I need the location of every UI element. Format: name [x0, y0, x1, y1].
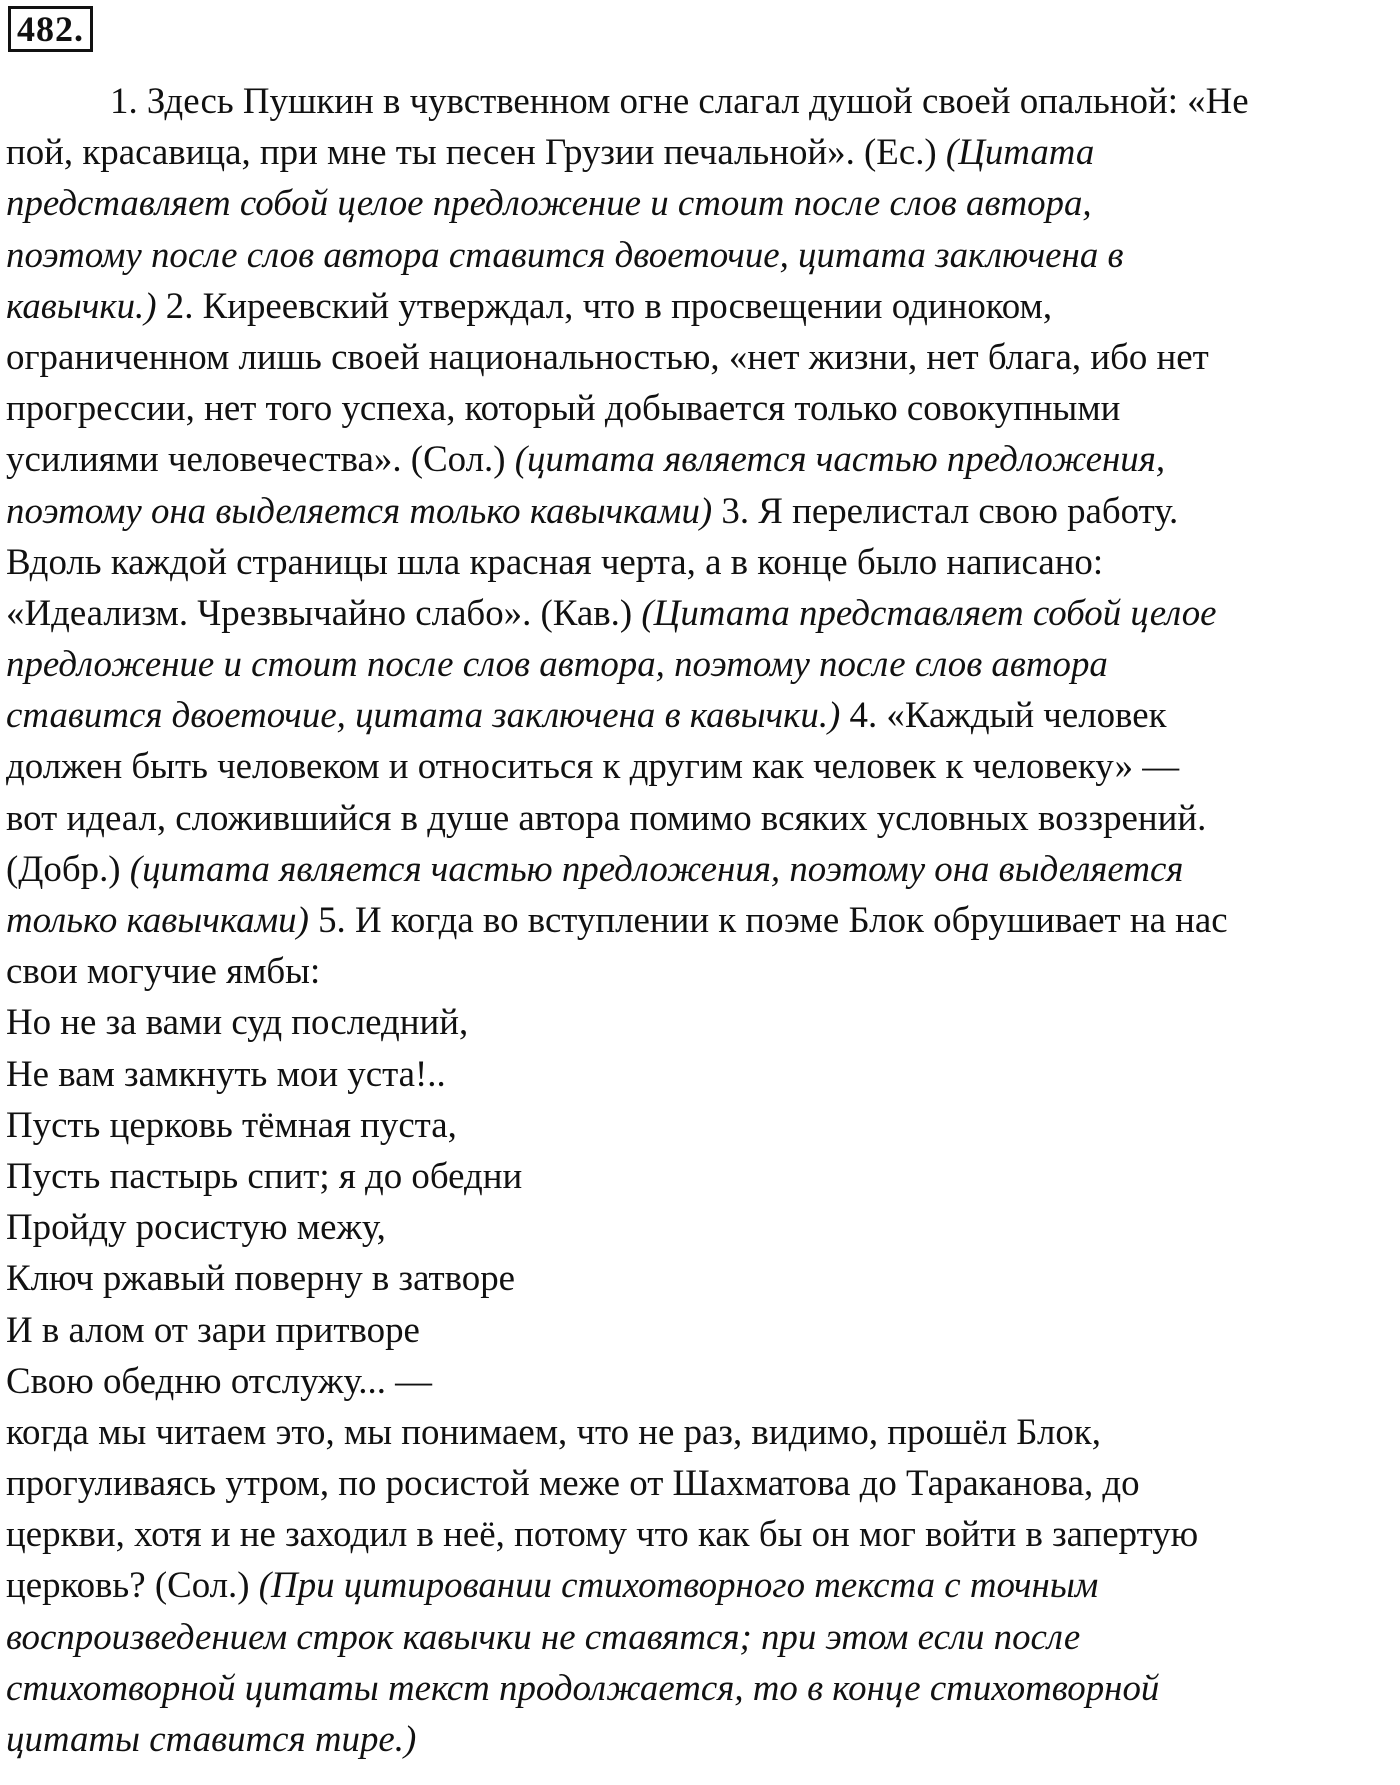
source-text: пой, красавица, при мне ты песен Грузии печальной». (Ес.): [6, 131, 946, 173]
text-line: [6, 485, 1398, 536]
text-line: [6, 587, 1398, 638]
text-line: [6, 1355, 1398, 1406]
text-line: [6, 1150, 1398, 1201]
text-line: [6, 1559, 1398, 1610]
text-line: [6, 536, 1398, 587]
text-line: [6, 1457, 1398, 1508]
text-line: [6, 638, 1398, 689]
text-line: [6, 1662, 1398, 1713]
source-text: должен быть человеком и относиться к другим как человек к человеку» —: [6, 745, 1180, 787]
commentary-text: (цитата является частью предложения, поэтому она выделяется: [129, 847, 1184, 889]
text-line: [6, 433, 1398, 484]
text-line: [6, 75, 1398, 126]
text-line: [6, 1611, 1398, 1662]
text-line: [6, 689, 1398, 740]
source-text: 3. Я перелистал свою работу.: [712, 489, 1179, 531]
source-text: когда мы читаем это, мы понимаем, что не раз, видимо, прошёл Блок,: [6, 1410, 1101, 1452]
exercise-text: [6, 75, 1398, 1764]
text-line: [6, 945, 1398, 996]
text-line: [6, 1252, 1398, 1303]
source-text: Свою обедню отслужу... —: [6, 1359, 433, 1401]
text-line: [6, 280, 1398, 331]
source-text: Пусть церковь тёмная пуста,: [6, 1103, 457, 1145]
text-line: [6, 382, 1398, 433]
source-text: прогрессии, нет того успеха, который добывается только совокупными: [6, 387, 1121, 429]
source-text: церковь? (Сол.): [6, 1564, 259, 1606]
source-text: 4. «Каждый человек: [840, 694, 1167, 736]
text-line: [6, 331, 1398, 382]
source-text: 2. Киреевский утверждал, что в просвещении одиноком,: [156, 284, 1053, 326]
text-line: [6, 1099, 1398, 1150]
commentary-text: предложение и стоит после слов автора, поэтому после слов автора: [6, 643, 1108, 685]
text-line: [6, 1406, 1398, 1457]
commentary-text: цитаты ставится тире.): [6, 1718, 417, 1759]
commentary-text: поэтому после слов автора ставится двоеточие, цитата заключена в: [6, 233, 1124, 275]
source-text: вот идеал, сложившийся в душе автора помимо всяких условных воззрений.: [6, 796, 1207, 838]
text-line: [6, 177, 1398, 228]
text-line: [6, 996, 1398, 1047]
commentary-text: стихотворной цитаты текст продолжается, то в конце стихотворной: [6, 1666, 1160, 1708]
text-line: [6, 1201, 1398, 1252]
commentary-text: ставится двоеточие, цитата заключена в кавычки.): [6, 694, 841, 736]
text-line: [6, 894, 1398, 945]
commentary-text: (цитата является частью предложения,: [514, 438, 1166, 480]
commentary-text: (Цитата: [945, 131, 1095, 173]
commentary-text: поэтому она выделяется только кавычками): [6, 489, 713, 531]
commentary-text: воспроизведением строк кавычки не ставятся; при этом если после: [6, 1615, 1081, 1657]
text-line: [6, 1048, 1398, 1099]
source-text: Ключ ржавый поверну в затворе: [6, 1257, 516, 1299]
exercise-number: 482.: [8, 6, 93, 52]
source-text: И в алом от зари притворе: [6, 1308, 420, 1350]
text-line: [6, 1713, 1398, 1764]
text-line: [6, 792, 1398, 843]
source-text: Пройду росистую межу,: [6, 1206, 386, 1248]
source-text: «Идеализм. Чрезвычайно слабо». (Кав.): [6, 591, 642, 633]
commentary-text: только кавычками): [6, 899, 309, 940]
source-text: Пусть пастырь спит; я до обедни: [6, 1154, 523, 1196]
source-text: Не вам замкнуть мои уста!..: [6, 1052, 446, 1094]
text-line: [6, 1508, 1398, 1559]
text-line: [6, 740, 1398, 791]
commentary-text: (Цитата представляет собой целое: [641, 591, 1217, 633]
text-line: [6, 229, 1398, 280]
source-text: прогуливаясь утром, по росистой меже от Шахматова до Тараканова, до: [6, 1462, 1140, 1504]
source-text: 5. И когда во вступлении к поэме Блок обрушивает на нас: [308, 899, 1228, 940]
commentary-text: представляет собой целое предложение и стоит после слов автора,: [6, 182, 1092, 224]
commentary-text: кавычки.): [6, 284, 157, 326]
source-text: 1. Здесь Пушкин в чувственном огне слагал душой своей опальной: «Не: [110, 80, 1249, 121]
text-line: [6, 843, 1398, 894]
text-line: [6, 126, 1398, 177]
commentary-text: (При цитировании стихотворного текста с точным: [258, 1564, 1099, 1606]
source-text: (Добр.): [6, 847, 130, 889]
source-text: церкви, хотя и не заходил в неё, потому что как бы он мог войти в запертую: [6, 1513, 1199, 1555]
text-line: [6, 1304, 1398, 1355]
source-text: ограниченном лишь своей национальностью, «нет жизни, нет блага, ибо нет: [6, 335, 1209, 377]
source-text: усилиями человечества». (Сол.): [6, 438, 515, 480]
source-text: Но не за вами суд последний,: [6, 1001, 469, 1043]
source-text: Вдоль каждой страницы шла красная черта, а в конце было написано:: [6, 540, 1104, 582]
source-text: свои могучие ямбы:: [6, 950, 321, 992]
